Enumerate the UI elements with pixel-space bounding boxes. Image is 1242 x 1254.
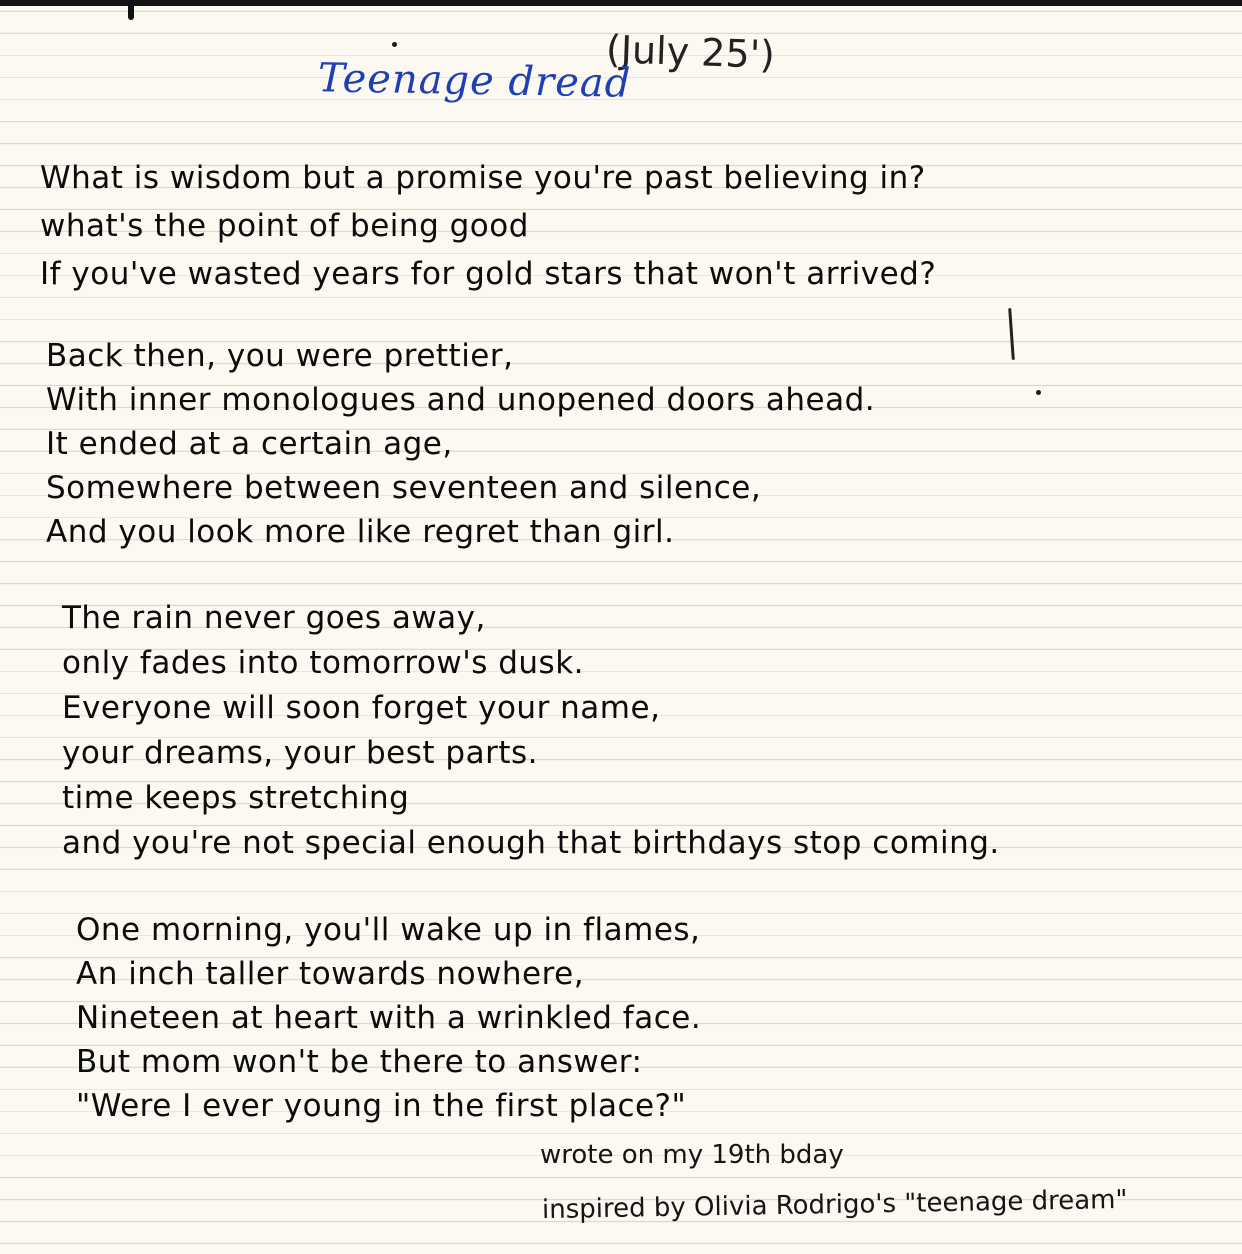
inspired-note: inspired by Olivia Rodrigo's "teenage dream" bbox=[541, 1184, 1128, 1226]
poem-line: If you've wasted years for gold stars that won't arrived? bbox=[40, 256, 937, 292]
poem-line: Everyone will soon forget your name, bbox=[62, 690, 661, 726]
written-note: wrote on my 19th bday bbox=[540, 1140, 844, 1170]
poem-line: Back then, you were prettier, bbox=[46, 338, 514, 374]
poem-line: One morning, you'll wake up in flames, bbox=[76, 912, 701, 948]
poem-line: Somewhere between seventeen and silence, bbox=[46, 470, 762, 506]
poem-line: what's the point of being good bbox=[40, 208, 529, 244]
poem-line: "Were I ever young in the first place?" bbox=[76, 1088, 687, 1124]
poem-line: With inner monologues and unopened doors ahead. bbox=[46, 382, 876, 418]
entry-date: (July 25') bbox=[605, 27, 776, 77]
stanza-1 bbox=[40, 160, 936, 304]
stanza-3 bbox=[62, 600, 1000, 870]
stray-pen-mark bbox=[1008, 308, 1015, 360]
poem-line: and you're not special enough that birthdays stop coming. bbox=[62, 825, 1000, 861]
poem-line: time keeps stretching bbox=[62, 780, 410, 816]
poem-line: Nineteen at heart with a wrinkled face. bbox=[76, 1000, 702, 1036]
poem-line: What is wisdom but a promise you're past believing in? bbox=[40, 160, 926, 196]
poem-title: Teenage dread bbox=[317, 55, 632, 107]
page-top-edge bbox=[0, 0, 1242, 6]
poem-line: It ended at a certain age, bbox=[46, 426, 453, 462]
poem-line: But mom won't be there to answer: bbox=[76, 1044, 643, 1080]
poem-line: only fades into tomorrow's dusk. bbox=[62, 645, 585, 681]
poem-line: The rain never goes away, bbox=[62, 600, 486, 636]
poem-line: And you look more like regret than girl. bbox=[46, 514, 675, 550]
poem-line: your dreams, your best parts. bbox=[62, 735, 538, 771]
poem-line: An inch taller towards nowhere, bbox=[76, 956, 585, 992]
ink-dot bbox=[392, 42, 397, 47]
stanza-2 bbox=[46, 338, 875, 558]
ink-mark bbox=[128, 0, 134, 20]
stanza-4 bbox=[76, 912, 701, 1132]
ink-dot bbox=[1036, 390, 1041, 395]
